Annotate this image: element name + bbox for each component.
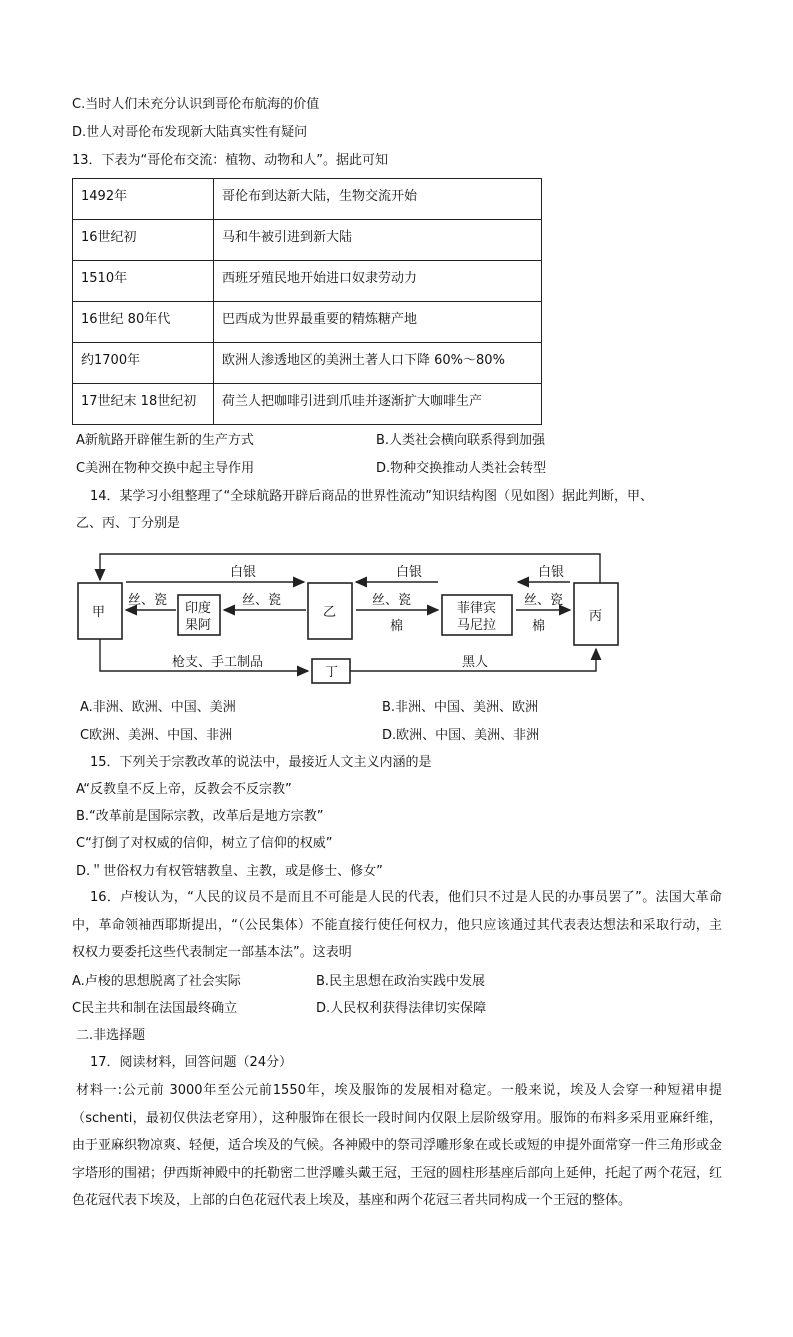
q16-option-c: C民主共和制在法国最终确立 xyxy=(72,1001,238,1016)
q14-option-a: A.非洲、欧洲、中国、美洲 xyxy=(80,700,236,715)
q14-stem-line1: 14．某学习小组整理了“全球航路开辟后商品的世界性流动”知识结构图（见如图）据此判断，甲、 xyxy=(90,489,654,504)
q16-option-a: A.卢梭的思想脱离了社会实际 xyxy=(72,974,241,989)
silk-label-3: 丝、瓷 xyxy=(372,593,412,608)
q15-option-c: C“打倒了对权威的信仰，树立了信仰的权威” xyxy=(76,836,333,851)
table-cell-event: 哥伦布到达新大陆，生物交流开始 xyxy=(214,179,542,220)
node-india-label-2: 果阿 xyxy=(185,618,212,633)
node-bing-label: 丙 xyxy=(589,609,603,624)
table-row xyxy=(73,220,542,261)
q13-option-a: A新航路开辟催生新的生产方式 xyxy=(76,433,254,448)
node-jia-label: 甲 xyxy=(92,605,106,620)
silver-label-2: 白银 xyxy=(396,565,423,580)
table-cell-event: 西班牙殖民地开始进口奴隶劳动力 xyxy=(214,261,542,302)
silver-loop-arrow xyxy=(100,554,600,583)
silver-label-3: 白银 xyxy=(538,565,565,580)
node-india-label-1: 印度 xyxy=(185,601,212,616)
silver-label-1: 白银 xyxy=(230,565,257,580)
table-cell-time: 16世纪初 xyxy=(73,220,214,261)
table-cell-time: 1510年 xyxy=(73,261,214,302)
guns-label: 枪支、手工制品 xyxy=(172,655,264,670)
q13-option-b: B.人类社会横向联系得到加强 xyxy=(376,433,546,448)
q16-stem: 16．卢梭认为，“人民的议员不是而且不可能是人民的代表，他们只不过是人民的办事员罢了”。法国大革命中，革命领袖西耶斯提出，“（公民集体）不能直接行使任何权力，他只应该通过其代表表达想法和采取行动，主权权力要委托这些代表制定一部基本法”。这表明 xyxy=(72,890,722,960)
table-cell-event: 马和牛被引进到新大陆 xyxy=(214,220,542,261)
q13-option-d: D.物种交换推动人类社会转型 xyxy=(376,461,547,476)
q13-option-c: C美洲在物种交换中起主导作用 xyxy=(76,461,255,476)
q13-table xyxy=(72,178,542,425)
section-heading: 二.非选择题 xyxy=(76,1028,146,1043)
cotton-label-1: 棉 xyxy=(390,619,404,634)
node-manila-label-2: 马尼拉 xyxy=(457,618,497,633)
trade-flow-diagram xyxy=(72,546,632,690)
table-row xyxy=(73,261,542,302)
q16-option-b: B.民主思想在政治实践中发展 xyxy=(316,974,486,989)
q14-option-b: B.非洲、中国、美洲、欧洲 xyxy=(382,700,539,715)
q14-option-d: D.欧洲、中国、美洲、非洲 xyxy=(382,728,540,743)
node-ding-label: 丁 xyxy=(325,665,339,680)
q14-stem-line2: 乙、丙、丁分别是 xyxy=(76,516,181,531)
node-yi-label: 乙 xyxy=(323,605,337,620)
node-manila-label-1: 菲律宾 xyxy=(457,601,497,616)
table-cell-event: 巴西成为世界最重要的精炼糖产地 xyxy=(214,302,542,343)
q15-option-a: A“反教皇不反上帝，反教会不反宗教” xyxy=(76,782,292,797)
table-cell-time: 16世纪 80年代 xyxy=(73,302,214,343)
table-cell-time: 1492年 xyxy=(73,179,214,220)
table-cell-event: 欧洲人渗透地区的美洲土著人口下降 60%～80% xyxy=(214,343,542,384)
q15-stem: 15．下列关于宗教改革的说法中，最接近人文主义内涵的是 xyxy=(90,755,432,770)
table-row xyxy=(73,384,542,425)
q15-option-d: D.＂世俗权力有权管辖教皇、主教，或是修士、修女” xyxy=(76,864,383,879)
table-cell-time: 17世纪末 18世纪初 xyxy=(73,384,214,425)
q13-stem: 13．下表为“哥伦布交流：植物、动物和人”。据此可知 xyxy=(72,153,389,168)
table-cell-time: 约1700年 xyxy=(73,343,214,384)
q12-option-c: C.当时人们未充分认识到哥伦布航海的价值 xyxy=(72,97,320,112)
q16-option-d: D.人民权利获得法律切实保障 xyxy=(316,1001,487,1016)
silk-label-1: 丝、瓷 xyxy=(128,593,168,608)
table-row xyxy=(73,179,542,220)
q15-option-b: B.“改革前是国际宗教，改革后是地方宗教” xyxy=(76,809,324,824)
q17-stem: 17．阅读材料，回答问题（24分） xyxy=(90,1055,293,1070)
silk-label-2: 丝、瓷 xyxy=(242,593,282,608)
blacks-label: 黑人 xyxy=(462,655,489,670)
table-row xyxy=(73,302,542,343)
silk-label-4: 丝、瓷 xyxy=(524,593,564,608)
table-row xyxy=(73,343,542,384)
q17-material: 材料一:公元前 3000年至公元前1550年，埃及服饰的发展相对稳定。一般来说，埃及人会穿一种短裙申提（schenti，最初仅供法老穿用），这种服饰在很长一段时间内仅限上层阶级穿用。服饰的布料多采用亚麻纤维，由于亚麻织物凉爽、轻便，适合埃及的气候。各神殿中的祭司浮雕形象在或长或短的申提外面常穿一件三角形或金字塔形的围裙；伊西斯神殿中的托勒密二世浮雕头戴王冠，王冠的圆柱形基座后部向上延伸，托起了两个花冠，红色花冠代表下埃及，上部的白色花冠代表上埃及，基座和两个花冠三者共同构成一个王冠的整体。 xyxy=(72,1083,723,1208)
cotton-label-2: 棉 xyxy=(532,619,546,634)
q14-option-c: C欧洲、美洲、中国、非洲 xyxy=(80,728,233,743)
table-cell-event: 荷兰人把咖啡引进到爪哇并逐渐扩大咖啡生产 xyxy=(214,384,542,425)
q12-option-d: D.世人对哥伦布发现新大陆真实性有疑问 xyxy=(72,125,308,140)
